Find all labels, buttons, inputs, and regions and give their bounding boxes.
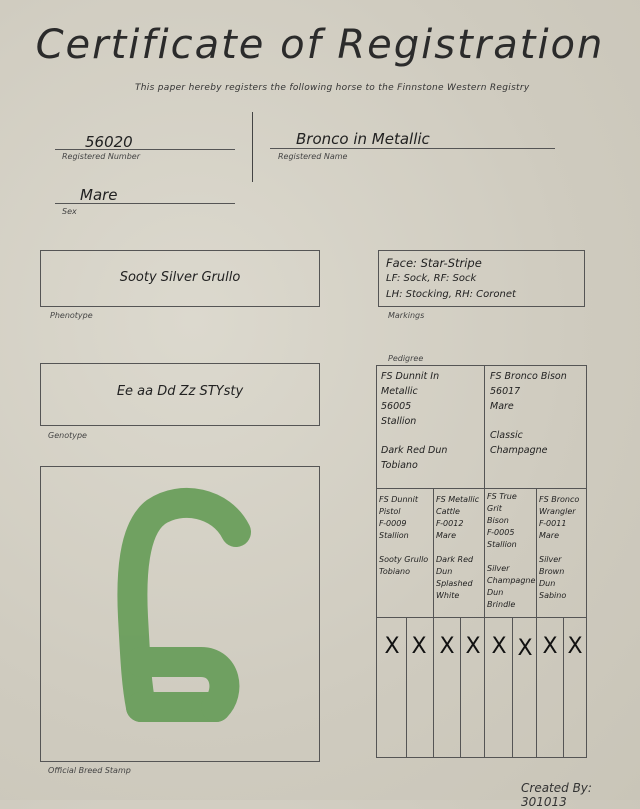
markings-label: Markings <box>388 311 425 320</box>
x-mark-5: X <box>491 634 507 659</box>
pedigree-label: Pedigree <box>388 354 424 363</box>
registered-name-value: Bronco in Metallic <box>296 130 430 148</box>
pedigree-table <box>376 365 587 758</box>
registered-name-line <box>270 148 555 149</box>
sire-name-cont: Metallic <box>381 386 418 397</box>
markings-box <box>378 250 585 307</box>
breed-stamp-box <box>40 466 320 762</box>
phenotype-value: Sooty Silver Grullo <box>119 270 241 285</box>
sire-sex: Stallion <box>381 416 417 427</box>
registered-number-value: 56020 <box>85 133 133 151</box>
x-mark-8: X <box>567 634 583 659</box>
registered-number-line <box>55 149 235 150</box>
grand-dam-dam: FS Bronco Wrangler F-0011 Mare Silver Brown Dun Sabino <box>539 495 580 600</box>
dam-color-cont: Champagne <box>490 445 548 456</box>
markings-front: LF: Sock, RF: Sock <box>386 273 477 284</box>
creator-credit: Created By: 301013 <box>521 781 592 809</box>
markings-hind: LH: Stocking, RH: Coronet <box>386 289 516 300</box>
dam-number: 56017 <box>490 386 521 397</box>
genotype-value: Ee aa Dd Zz STYsty <box>116 384 244 399</box>
registered-name-label: Registered Name <box>278 152 348 161</box>
dam-sex: Mare <box>490 401 514 412</box>
certificate-title: Certificate of Registration <box>35 22 605 68</box>
breed-stamp-label: Official Breed Stamp <box>48 766 131 775</box>
phenotype-label: Phenotype <box>50 311 93 320</box>
x-mark-3: X <box>439 634 455 659</box>
x-mark-2: X <box>411 634 427 659</box>
dam-name: FS Bronco Bison <box>490 371 567 382</box>
grand-dam-sire: FS True Grit Bison F-0005 Stallion Silver Champagne Dun Brindle <box>487 492 536 609</box>
x-mark-1: X <box>384 634 400 659</box>
sex-line <box>55 203 235 204</box>
sire-pattern: Tobiano <box>381 460 418 471</box>
x-mark-6: X <box>517 636 533 661</box>
sire-name: FS Dunnit In <box>381 371 440 382</box>
sex-value: Mare <box>80 186 118 204</box>
sire-number: 56005 <box>381 401 412 412</box>
markings-face: Face: Star-Stripe <box>386 256 482 270</box>
header-divider <box>252 112 253 182</box>
pedigree-dam <box>490 369 567 458</box>
genotype-label: Genotype <box>48 431 87 440</box>
x-mark-4: X <box>465 634 481 659</box>
genotype-box <box>40 363 320 426</box>
breed-stamp-icon <box>41 467 319 761</box>
phenotype-box <box>40 250 320 307</box>
dam-color: Classic <box>490 430 523 441</box>
certificate-subtitle: This paper hereby registers the following horse to the Finnstone Western Registry <box>135 83 530 93</box>
pedigree-sire <box>381 369 447 473</box>
sex-label: Sex <box>62 207 77 216</box>
registered-number-label: Registered Number <box>62 152 140 161</box>
x-mark-7: X <box>542 634 558 659</box>
grand-sire-dam: FS Metallic Cattle F-0012 Mare Dark Red Dun Splashed White <box>436 495 480 600</box>
grand-sire-sire: FS Dunnit Pistol F-0009 Stallion Sooty Grullo Tobiano <box>379 495 429 576</box>
sire-color: Dark Red Dun <box>381 445 448 456</box>
